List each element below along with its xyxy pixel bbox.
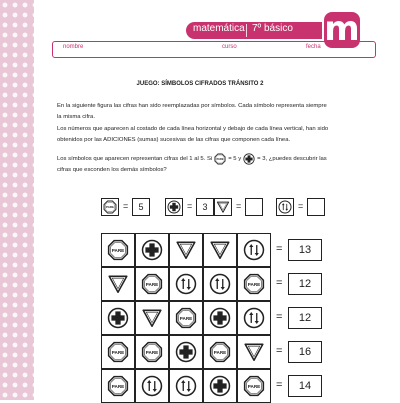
grid-cell — [101, 267, 135, 301]
two-way-arrows-icon — [243, 307, 265, 329]
grid-cell — [203, 335, 237, 369]
grid-cell — [203, 301, 237, 335]
two-way-arrows-icon — [141, 375, 163, 397]
paragraph-1 — [57, 101, 347, 122]
worksheet-title: JUEGO: SÍMBOLOS CIFRADOS TRÁNSITO 2 — [136, 81, 264, 87]
paragraph-3-line-1 — [57, 153, 357, 165]
pare-sign-text: PARE — [111, 349, 125, 355]
row-equals: = — [276, 311, 283, 323]
grid-cell — [101, 233, 135, 267]
grid-cell — [135, 301, 169, 335]
pare-sign-icon — [107, 375, 129, 397]
pare-sign-icon — [141, 273, 163, 295]
paragraph-2-line-1: Los números que aparecen al costado de cada línea horizontal y debajo de cada línea vertical, han sido — [57, 126, 329, 132]
legend-symbol-box — [276, 198, 294, 216]
grid-cell — [101, 369, 135, 403]
hospital-cross-icon — [175, 341, 197, 363]
legend-symbol-box — [165, 198, 183, 216]
grid-cell — [237, 267, 271, 301]
pare-sign-icon — [175, 307, 197, 329]
yield-triangle-icon — [209, 239, 231, 261]
paragraph-2-line-2: obtenidos por las ADICIONES (sumas) sucesivas de las cifras que componen cada línea. — [57, 136, 291, 143]
row-sum: 12 — [288, 273, 322, 295]
pare-sign-icon — [141, 341, 163, 363]
grid-cell — [169, 233, 203, 267]
row-sum: 12 — [288, 307, 322, 329]
two-way-arrows-icon — [209, 273, 231, 295]
pare-sign-text: PARE — [247, 383, 261, 389]
row-equals: = — [276, 379, 283, 391]
paragraph-1-line-1: En la siguiente figura las cifras han sido reemplazadas por símbolos. Cada símbolo representa siempre — [57, 103, 327, 109]
pare-sign-icon — [107, 239, 129, 261]
paragraph-3-part-1: Los símbolos que aparecen representan cifras del 1 al 5. Si — [57, 155, 213, 162]
row-equals: = — [276, 243, 283, 255]
paragraph-2 — [57, 124, 347, 145]
paragraph-3 — [57, 153, 357, 176]
legend-equals: = — [187, 201, 193, 211]
paragraph-3-line-2: cifras que esconden los demás símbolos? — [57, 167, 167, 173]
grade-label: 7º básico — [252, 23, 293, 34]
two-way-arrows-icon — [243, 239, 265, 261]
pare-sign-text: PARE — [179, 315, 193, 321]
grid-cell — [203, 369, 237, 403]
pare-sign-icon — [103, 200, 117, 214]
hospital-cross-icon — [141, 239, 163, 261]
grid-cell — [169, 335, 203, 369]
hospital-cross-icon — [243, 153, 255, 165]
two-way-arrows-icon — [175, 273, 197, 295]
grid-cell — [237, 369, 271, 403]
grid-cell — [203, 267, 237, 301]
banner-divider — [246, 24, 247, 37]
legend-symbol-box — [101, 198, 119, 216]
yield-triangle-icon — [175, 239, 197, 261]
grid-cell — [169, 369, 203, 403]
pare-sign-text: PARE — [247, 281, 261, 287]
legend-symbol-box — [214, 198, 232, 216]
name-field-label: nombre — [63, 44, 84, 50]
yield-triangle-icon — [216, 200, 230, 214]
grid-cell — [135, 335, 169, 369]
hospital-cross-icon — [209, 375, 231, 397]
grid-cell — [169, 301, 203, 335]
grid-cell — [101, 335, 135, 369]
pare-sign-icon — [107, 341, 129, 363]
hospital-cross-icon — [167, 200, 181, 214]
row-sum: 16 — [288, 341, 322, 363]
hospital-cross-icon — [243, 153, 255, 165]
pare-sign-text: PARE — [145, 349, 159, 355]
yield-triangle-icon — [243, 341, 265, 363]
legend-value-box: 5 — [132, 198, 150, 216]
pare-sign-icon — [243, 273, 265, 295]
legend-equals: = — [236, 201, 242, 211]
pare-sign-icon — [214, 153, 226, 165]
grid-cell — [135, 369, 169, 403]
legend-value-box: 3 — [196, 198, 214, 216]
row-sum: 13 — [288, 239, 322, 261]
row-equals: = — [276, 277, 283, 289]
pare-sign-text: PARE — [106, 205, 114, 210]
paragraph-3-part-3: = 3, ¿puedes descubrir las — [257, 155, 327, 162]
yield-triangle-icon — [141, 307, 163, 329]
two-way-arrows-icon — [278, 200, 292, 214]
paragraph-3-part-2: = 5 y — [228, 155, 242, 162]
pare-sign-icon — [214, 153, 226, 165]
grid-cell — [135, 267, 169, 301]
legend-value-box[interactable] — [307, 198, 325, 216]
legend-equals: = — [298, 201, 304, 211]
pare-sign-icon — [209, 341, 231, 363]
pare-sign-icon — [243, 375, 265, 397]
pare-sign-text: PARE — [213, 349, 227, 355]
m-logo-icon: m — [324, 9, 360, 49]
legend-equals: = — [123, 201, 129, 211]
grid-cell — [101, 301, 135, 335]
pare-sign-text: PARE — [216, 157, 224, 161]
grid-cell — [135, 233, 169, 267]
worksheet-header — [0, 0, 400, 62]
grid-cell — [169, 267, 203, 301]
hospital-cross-icon — [107, 307, 129, 329]
course-field-label: curso — [222, 44, 237, 50]
row-equals: = — [276, 345, 283, 357]
row-sum: 14 — [288, 375, 322, 397]
student-info-fields — [52, 41, 376, 58]
grid-cell — [203, 233, 237, 267]
date-field-label: fecha — [306, 44, 321, 50]
grid-cell — [237, 233, 271, 267]
yield-triangle-icon — [107, 273, 129, 295]
subject-label: matemática — [193, 23, 245, 34]
grid-cell — [237, 335, 271, 369]
two-way-arrows-icon — [175, 375, 197, 397]
pare-sign-text: PARE — [111, 247, 125, 253]
grid-cell — [237, 301, 271, 335]
paragraph-1-line-2: la misma cifra. — [57, 113, 95, 120]
pare-sign-text: PARE — [145, 281, 159, 287]
hospital-cross-icon — [209, 307, 231, 329]
legend-value-box[interactable] — [245, 198, 263, 216]
pare-sign-text: PARE — [111, 383, 125, 389]
